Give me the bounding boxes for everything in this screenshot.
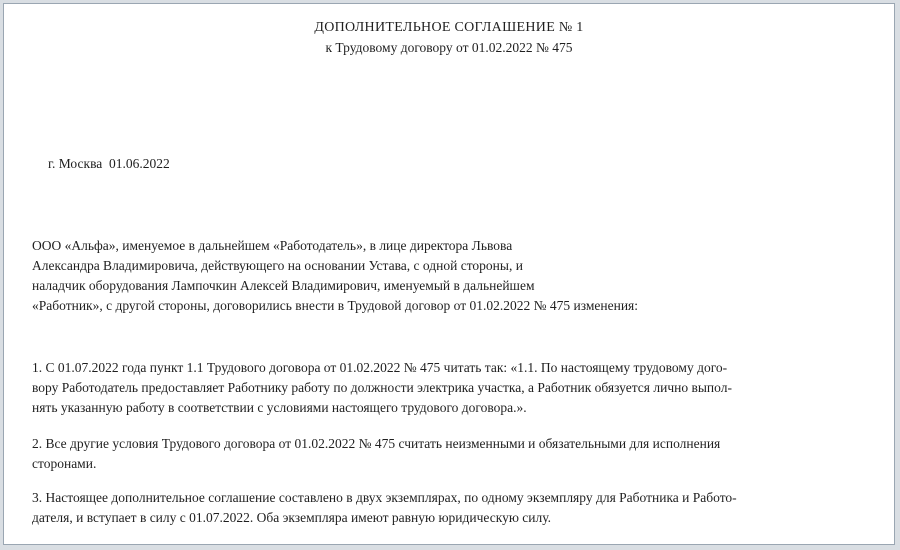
clause-3-line: дателя, и вступает в силу с 01.07.2022. Оба экземпляра имеют равную юридическую силу. bbox=[32, 510, 552, 525]
clause-3-line: 3. Настоящее дополнительное соглашение составлено в двух экземплярах, по одному экземпляру для Работника и Работо- bbox=[32, 490, 737, 505]
clause-2-paragraph bbox=[32, 434, 882, 474]
clause-3-paragraph bbox=[32, 488, 882, 528]
place-and-date: г. Москва 01.06.2022 bbox=[48, 156, 170, 171]
preamble-line: ООО «Альфа», именуемое в дальнейшем «Работодатель», в лице директора Львова bbox=[32, 238, 513, 253]
preamble-line: Александра Владимировича, действующего на основании Устава, с одной стороны, и bbox=[32, 258, 523, 273]
clause-1-paragraph bbox=[32, 358, 882, 418]
document-subtitle: к Трудовому договору от 01.02.2022 № 475 bbox=[325, 40, 573, 55]
clause-1-line: нять указанную работу в соответствии с условиями настоящего трудового договора.». bbox=[32, 400, 527, 415]
clause-2-line: 2. Все другие условия Трудового договора от 01.02.2022 № 475 считать неизменными и обязательными для исполнения bbox=[32, 436, 721, 451]
clause-1-line: вору Работодатель предоставляет Работнику работу по должности электрика участка, а Работник обязуется лично выпол- bbox=[32, 380, 732, 395]
preamble-line: наладчик оборудования Лампочкин Алексей Владимирович, именуемый в дальнейшем bbox=[32, 278, 535, 293]
document-title: ДОПОЛНИТЕЛЬНОЕ СОГЛАШЕНИЕ № 1 bbox=[314, 20, 584, 35]
clause-1-line: 1. С 01.07.2022 года пункт 1.1 Трудового договора от 01.02.2022 № 475 читать так: «1.1. По настоящему трудовому дого- bbox=[32, 360, 728, 375]
clause-2-line: сторонами. bbox=[32, 456, 97, 471]
preamble-line: «Работник», с другой стороны, договорились внести в Трудовой договор от 01.02.2022 № 475 изменения: bbox=[32, 298, 639, 313]
document-page bbox=[3, 3, 895, 545]
preamble-paragraph bbox=[32, 236, 862, 316]
